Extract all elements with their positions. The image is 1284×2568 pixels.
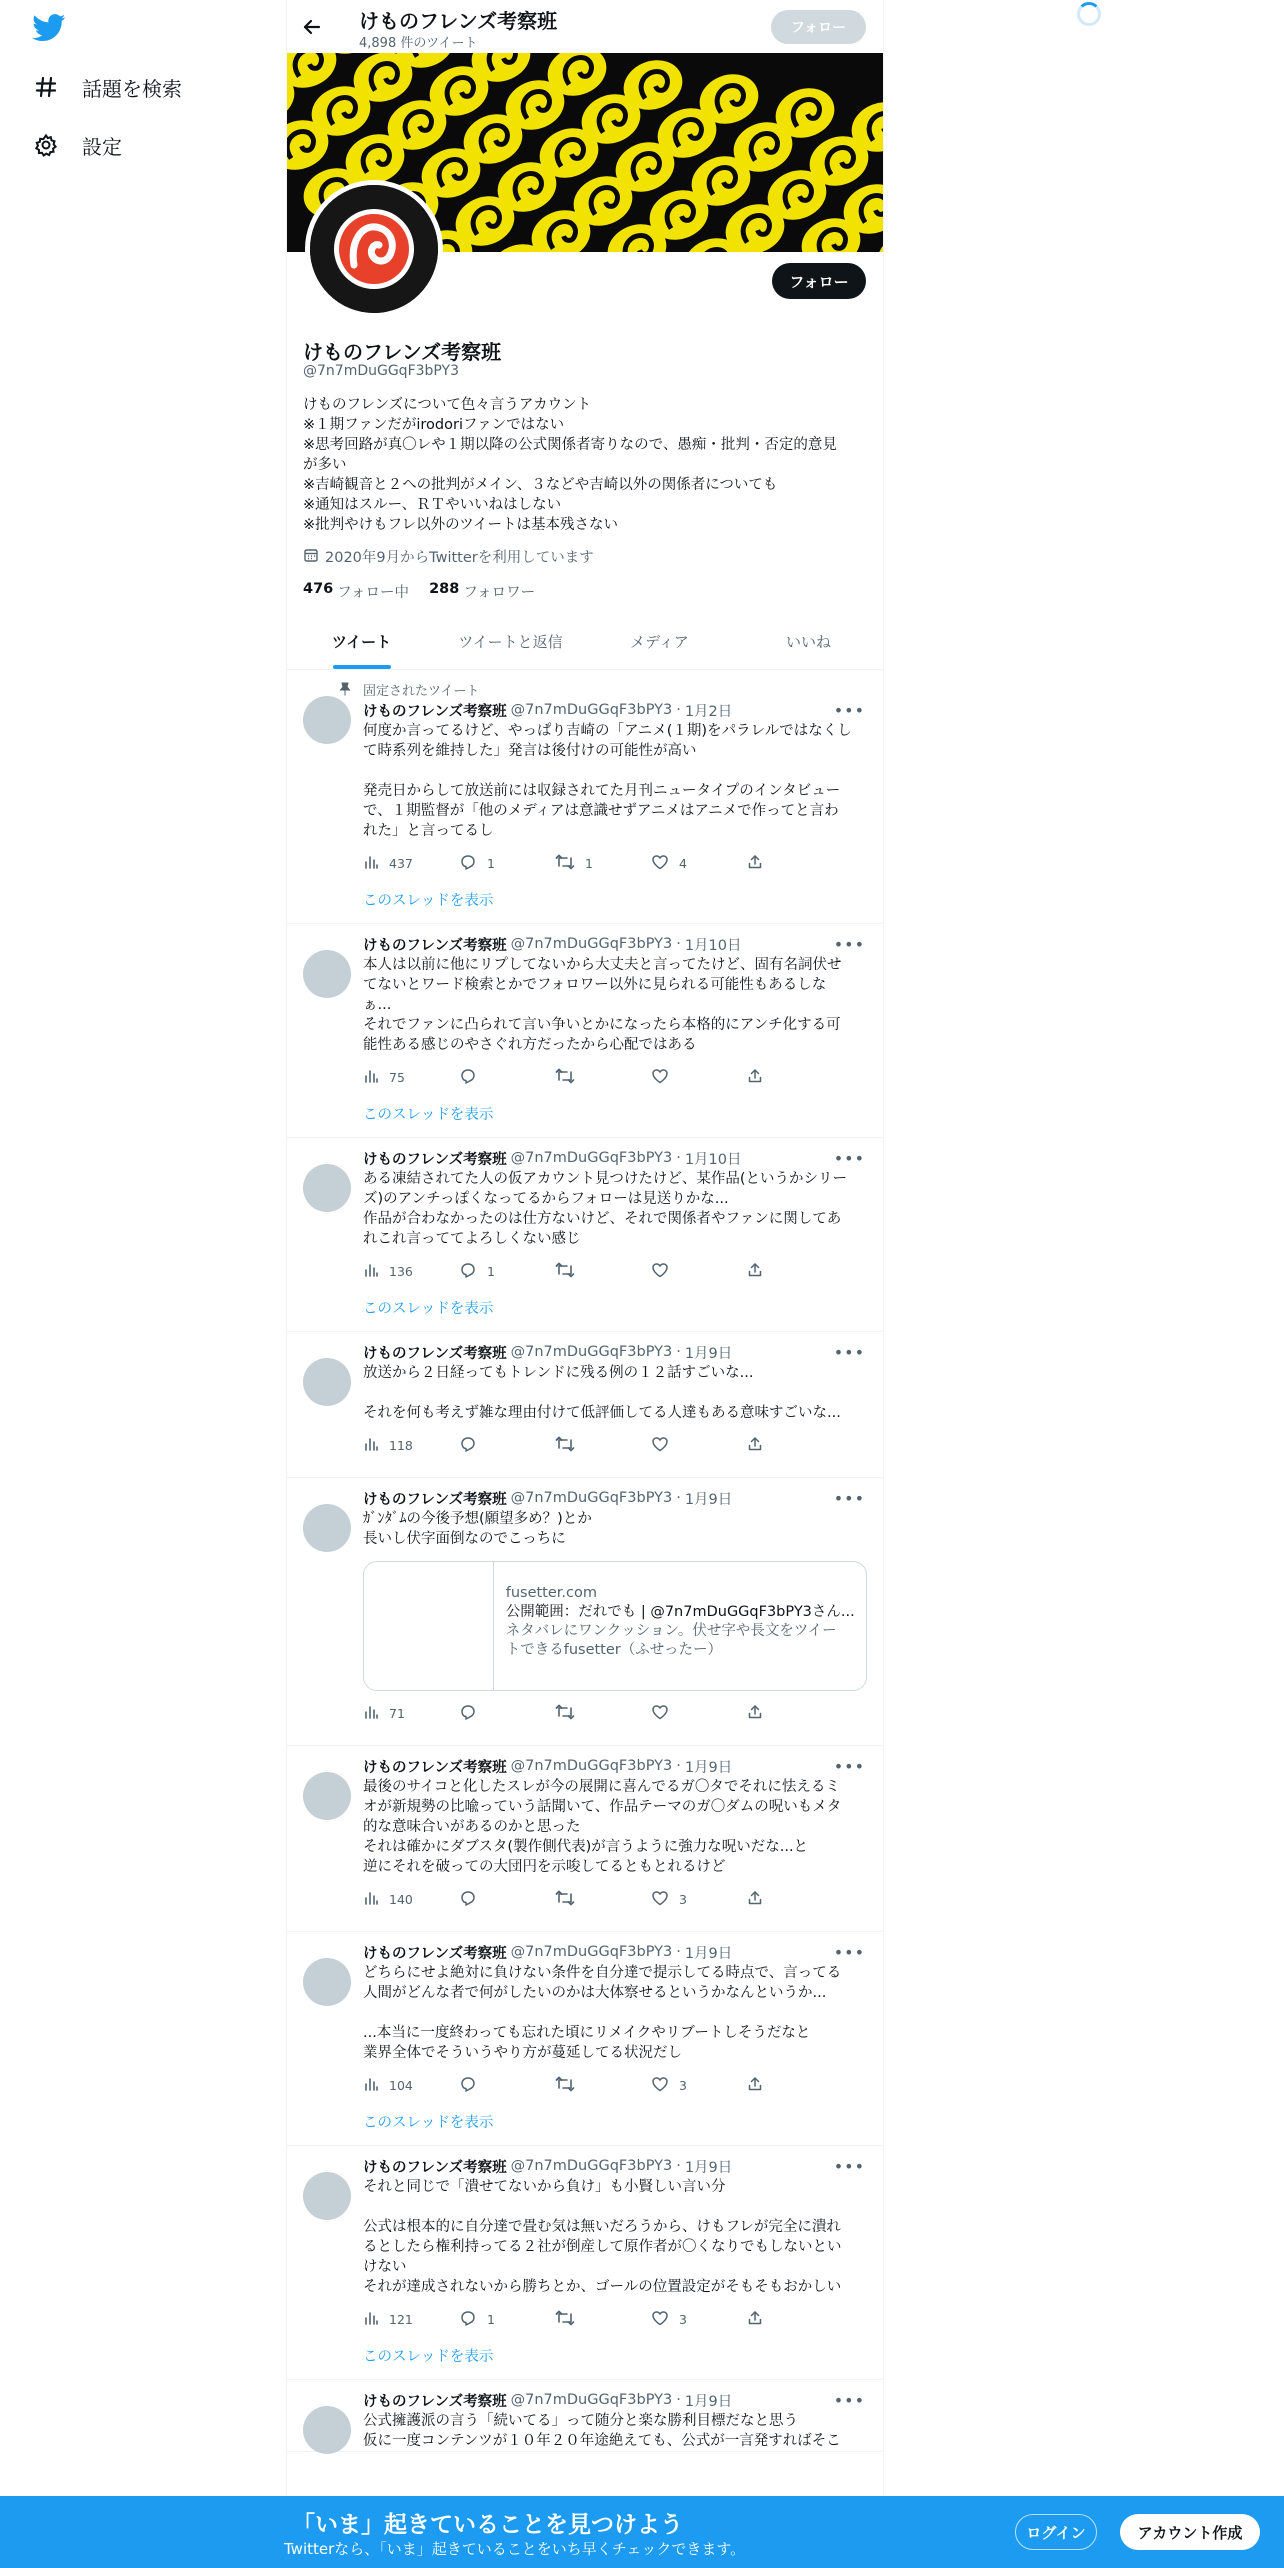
tweet-text-line: それは確かにダブスタ(製作側代表)が言うように強力な呪いだな...と [363,1839,809,1855]
tweet-separator: · [676,936,681,952]
link-card[interactable] [363,1561,867,1691]
retweet-icon [555,2075,585,2096]
tweet-text-line: それが達成されないから勝ちとか、ゴールの位置設定がそもそもおかしい [363,2279,842,2295]
like-button[interactable] [651,1435,747,1456]
reply-icon [459,1435,487,1456]
share-button[interactable] [747,1068,773,1087]
pin-icon [331,682,351,696]
tweet-actions [363,2065,867,2105]
tweet-text-line: それでファンに凸られて言い争いとかになったら本格的にアンチ化する可 [363,1017,841,1033]
tweet-author-handle[interactable]: @7n7mDuGGqF3bPY3 [510,1758,673,1774]
followers-link[interactable] [429,581,535,602]
tweet-separator: · [676,1944,681,1960]
reply-button[interactable] [459,1889,555,1910]
tweet-header [363,1488,867,1508]
show-thread-link[interactable]: このスレッドを表示 [363,1107,494,1123]
like-icon [651,1889,679,1910]
tweet-text [363,1963,867,2063]
tweet-text-line: 公式擁護派の言う「続いてる」って随分と楽な勝利目標だなと思う [363,2413,798,2429]
tweet-text-spacer [363,2197,867,2217]
tweet-separator: · [676,1344,681,1360]
more-options-icon[interactable]: ••• [833,700,865,720]
tweet-text-line: 公式は根本的に自分達で畳む気は無いだろうから、けもフレが完全に潰れ [363,2219,841,2235]
tweet-text-line: 発売日からして放送前には収録されてた月刊ニュータイプのインタビュー [363,783,841,799]
tweet-actions [363,1425,867,1465]
follow-stats [303,581,555,602]
reply-icon [459,1261,487,1282]
following-count: 476 [303,581,334,597]
join-date-text: 2020年9月からTwitterを利用しています [325,550,594,566]
header-follow-button[interactable]: フォロー [771,10,866,44]
tweet-date[interactable]: 1月9日 [684,1491,733,1508]
tweet-text [363,2411,867,2451]
more-options-icon[interactable]: ••• [833,2390,865,2410]
tweet-text-line: れこれ言っててよろしくない感じ [363,1231,581,1247]
tweet-avatar[interactable] [303,2172,351,2220]
bio-line: ※思考回路が真〇レや１期以降の公式関係者寄りなので、愚痴・批判・否定的意見 [303,437,837,453]
twitter-bird-icon[interactable] [32,14,66,42]
views-button[interactable] [363,854,459,873]
retweet-button[interactable] [555,1067,651,1088]
tweet-author-name[interactable]: けものフレンズ考察班 [363,937,507,954]
tweet-text-line: 何度か言ってるけど、やっぱり吉崎の「アニメ(１期)をパラレルではなくし [363,723,852,739]
more-options-icon[interactable]: ••• [833,1756,865,1776]
reply-icon [459,1889,487,1910]
tweet-text-line: どちらにせよ絶対に負けない条件を自分達で提示してる時点で、言ってる [363,1965,842,1981]
tweet-header [363,934,867,954]
retweet-icon [555,1435,585,1456]
like-icon [651,1261,679,1282]
page-title: けものフレンズ考察班 [359,9,558,33]
tweet-text-line: ぁ... [363,997,392,1013]
tweet[interactable] [287,1332,883,1478]
tweet-author-handle[interactable]: @7n7mDuGGqF3bPY3 [510,1344,673,1360]
tweet-avatar[interactable] [303,696,351,744]
like-button[interactable] [651,1889,747,1910]
like-icon [651,1435,679,1456]
tweet-text-spacer [363,761,867,781]
tweet-date[interactable]: 1月10日 [684,1151,742,1168]
like-icon [651,1067,679,1088]
more-options-icon[interactable]: ••• [833,1942,865,1962]
tweet-actions [363,1251,867,1291]
tweet-text-line: 長いし伏字面倒なのでこっちに [363,1531,566,1547]
like-button[interactable] [651,2309,747,2330]
tweet[interactable] [287,924,883,1138]
show-thread-link[interactable]: このスレッドを表示 [363,2115,494,2131]
tweet-author-name[interactable]: けものフレンズ考察班 [363,1945,507,1962]
tweet-date[interactable]: 1月9日 [684,1759,733,1776]
retweet-icon [555,2309,585,2330]
share-icon [747,1262,773,1281]
reply-icon [459,853,487,874]
link-card-domain: fusetter.com [505,1585,597,1601]
reply-button[interactable] [459,2075,555,2096]
tweet-header [363,2390,867,2410]
tweet-actions [363,1057,867,1097]
reply-count: 1 [487,2311,495,2327]
signup-banner [0,2496,1284,2568]
followers-count: 288 [429,581,460,597]
retweet-button[interactable] [555,2309,651,2330]
calendar-icon [303,547,319,567]
back-arrow-icon[interactable] [297,12,327,42]
like-icon [651,1703,679,1724]
like-icon [651,853,679,874]
like-button[interactable] [651,1067,747,1088]
tweet[interactable] [287,1932,883,2146]
tweet-text-line: それと同じで「潰せてないから負け」も小賢しい言い分 [363,2179,726,2195]
views-count: 136 [389,1263,413,1279]
views-button[interactable] [363,1262,459,1281]
tweet-header [363,1942,867,1962]
tweet-date[interactable]: 1月9日 [684,2393,733,2410]
tweet-count: 4,898 件のツイート [359,36,478,51]
like-count: 3 [679,2077,687,2093]
tweet-text-line: て時系列を維持した」発言は後付けの可能性が高い [363,743,697,759]
views-count: 104 [389,2077,413,2093]
tweet-author-name[interactable]: けものフレンズ考察班 [363,1759,507,1776]
tweet-text-line: 本人は以前に他にリプしてないから大丈夫と言ってたけど、固有名詞伏せ [363,957,842,973]
tweet-date[interactable]: 1月9日 [684,2159,733,2176]
share-button[interactable] [747,2076,773,2095]
reply-button[interactable] [459,1261,555,1282]
views-icon [363,854,389,873]
reply-icon [459,2075,487,2096]
tweet-author-handle[interactable]: @7n7mDuGGqF3bPY3 [510,1150,673,1166]
tweet-separator: · [676,2158,681,2174]
more-options-icon[interactable]: ••• [833,1342,865,1362]
tweet-author-name[interactable]: けものフレンズ考察班 [363,2393,507,2410]
top-header [287,0,883,53]
like-icon [651,2075,679,2096]
bio-line: が多い [303,457,347,473]
tweet-author-handle[interactable]: @7n7mDuGGqF3bPY3 [510,936,673,952]
signup-button[interactable]: アカウント作成 [1120,2514,1260,2550]
sidebar-item-explore[interactable] [32,67,182,107]
tweet-text-line: 作品が合わなかったのは仕方ないけど、それで関係者やファンに関してあ [363,1211,842,1227]
sidebar [0,0,286,2568]
views-icon [363,1068,389,1087]
tweet-text-line: るとしたら権利持ってる２社が倒産して原作者が〇くなりでもしないとい [363,2239,842,2255]
tweet-avatar[interactable] [303,2406,351,2454]
views-button[interactable] [363,1068,459,1087]
tweet-author-name[interactable]: けものフレンズ考察班 [363,703,507,720]
tweet-text-line: オが新規勢の比喩っていう話聞いて、作品テーマのガ〇ダムの呪いもメタ [363,1799,842,1815]
like-button[interactable] [651,1261,747,1282]
tweet-author-name[interactable]: けものフレンズ考察班 [363,2159,507,2176]
bio-line: ※批判やけもフレ以外のツイートは基本残さない [303,517,619,533]
views-icon [363,2310,389,2329]
link-card-title: 公開範囲：だれでも | @7n7mDuGGqF3bPY3さん... [505,1604,855,1620]
tweet-text-line: れた」と言ってるし [363,823,494,839]
show-thread-link[interactable]: このスレッドを表示 [363,2349,494,2365]
tweet-text-line: 仮に一度コンテンツが１０年２０年途絶えても、公式が一言発すればそこ [363,2433,841,2449]
share-button[interactable] [747,1890,773,1909]
followers-label: フォロワー [463,585,536,601]
views-icon [363,1436,389,1455]
tweet-text [363,721,867,841]
more-options-icon[interactable]: ••• [833,2156,865,2176]
share-icon [747,2310,773,2329]
tweet[interactable] [287,1138,883,1332]
tweet-text-line: 能性ある感じのやさぐれ方だったから心配ではある [363,1037,697,1053]
tweet-text-spacer [363,2003,867,2023]
tab-likes[interactable]: いいね [785,633,831,651]
signup-banner-subtitle: Twitterなら、「いま」起きていることをいち早くチェックできます。 [284,2540,746,2558]
tweet-author-name[interactable]: けものフレンズ考察班 [363,1491,507,1508]
tweet-author-handle[interactable]: @7n7mDuGGqF3bPY3 [510,702,673,718]
like-count: 3 [679,2311,687,2327]
following-label: フォロー中 [337,585,410,601]
retweet-button[interactable] [555,1889,651,1910]
views-button[interactable] [363,1890,459,1909]
follow-button[interactable]: フォロー [772,263,866,299]
tweet-separator: · [676,1490,681,1506]
views-icon [363,1890,389,1909]
tweet-actions [363,843,867,883]
tweet-date[interactable]: 1月9日 [684,1345,733,1362]
tweet[interactable] [287,1746,883,1932]
bio-line: ※吉崎観音と２への批判がメイン、３などや吉崎以外の関係者についても [303,477,778,493]
retweet-button[interactable] [555,853,651,874]
tab-tweets[interactable]: ツイート [287,614,436,669]
tweet-author-handle[interactable]: @7n7mDuGGqF3bPY3 [510,2158,673,2174]
reply-button[interactable] [459,853,555,874]
share-icon [747,2076,773,2095]
tweet-actions [363,1693,867,1733]
join-date [303,546,594,567]
like-button[interactable] [651,1703,747,1724]
tweet-text [363,1509,867,1549]
more-options-icon[interactable]: ••• [833,934,865,954]
bio-line: ※１期ファンだがirodoriファンではない [303,417,565,433]
tweet-avatar[interactable] [303,1958,351,2006]
profile-bio [303,395,867,535]
tweet[interactable] [287,2146,883,2380]
tweet-text [363,955,867,1055]
tweet-text-line: それを何も考えず雑な理由付けて低評価してる人達もある意味すごいな... [363,1405,841,1421]
reply-button[interactable] [459,1435,555,1456]
retweet-icon [555,1703,585,1724]
tweet-date[interactable]: 1月10日 [684,937,742,954]
sidebar-item-settings[interactable] [32,125,122,165]
views-count: 71 [389,1705,405,1721]
login-button[interactable]: ログイン [1015,2514,1097,2550]
tweet-text-line: 逆にそれを破っての大団円を示唆してるともとれるけど [363,1859,726,1875]
retweet-icon [555,1261,585,1282]
profile-tabs [287,614,883,670]
share-button[interactable] [747,1262,773,1281]
retweet-icon [555,853,585,874]
reply-button[interactable] [459,2309,555,2330]
more-options-icon[interactable]: ••• [833,1488,865,1508]
views-count: 121 [389,2311,413,2327]
tweet-text-line: 的な意味合いがあるのかと思った [363,1819,581,1835]
tweet-text-line: けない [363,2259,407,2275]
like-button[interactable] [651,2075,747,2096]
tweet-text-line: ...本当に一度終わっても忘れた頃にリメイクやリブートしそうだなと [363,2025,811,2041]
tweet[interactable] [287,670,883,924]
link-card-description: トできるfusetter（ふせったー） [505,1642,722,1658]
pinned-indicator [331,680,867,698]
tweet-text-line: ある凍結されてた人の仮アカウント見つけたけど、某作品(というかシリー [363,1171,848,1187]
tweet-text-line: てないとワード検索とかでフォロワー以外に見られる可能性もあるしな [363,977,827,993]
share-button[interactable] [747,1704,773,1723]
tweet-text-line: で、１期監督が「他のメディアは意識せずアニメはアニメで作ってと言わ [363,803,839,819]
like-count: 4 [679,855,687,871]
tweet-date[interactable]: 1月9日 [684,1945,733,1962]
reply-button[interactable] [459,1703,555,1724]
tweet-text-line: 最後のサイコと化したスレが今の展開に喜んでるガ〇タでそれに怯えるミ [363,1779,840,1795]
views-icon [363,1262,389,1281]
tweet[interactable] [287,1478,883,1746]
link-card-description: ネタバレにワンクッション。伏せ字や長文をツイー [505,1623,837,1639]
tweet-text [363,1169,867,1249]
tweet-text-line: 業界全体でそういうやり方が蔓延してる状況だし [363,2045,682,2061]
share-icon [747,854,773,873]
tweet-author-handle[interactable]: @7n7mDuGGqF3bPY3 [510,1490,673,1506]
like-count: 3 [679,1891,687,1907]
link-card-thumbnail [364,1562,494,1690]
tweet-text-spacer [363,1383,867,1403]
retweet-icon [555,1067,585,1088]
more-options-icon[interactable]: ••• [833,1148,865,1168]
sidebar-item-label: 設定 [82,134,122,159]
views-count: 118 [389,1437,413,1453]
show-thread-link[interactable]: このスレッドを表示 [363,893,494,909]
tweet-header [363,700,867,720]
tweet-text-line: 人間がどんな者で何がしたいのかは大体察せるというかなんというか... [363,1985,827,2001]
tweet-header [363,1756,867,1776]
tab-media[interactable]: メディア [630,633,689,651]
profile-column [286,0,884,2568]
like-icon [651,2309,679,2330]
tweet-separator: · [676,1758,681,1774]
sidebar-item-label: 話題を検索 [82,76,182,101]
views-button[interactable] [363,2076,459,2095]
hashtag-icon [32,73,60,101]
retweet-icon [555,1889,585,1910]
views-button[interactable] [363,2310,459,2329]
tweet-separator: · [676,1150,681,1166]
share-button[interactable] [747,1436,773,1455]
tweet-avatar[interactable] [303,1358,351,1406]
tweet-separator: · [676,702,681,718]
tweet-text [363,1363,867,1423]
tweet-text [363,1777,867,1877]
share-icon [747,1890,773,1909]
share-button[interactable] [747,2310,773,2329]
views-count: 140 [389,1891,413,1907]
tweet[interactable] [287,2380,883,2452]
tweet-header [363,1148,867,1168]
share-button[interactable] [747,854,773,873]
tweet-text-line: 放送から２日経ってもトレンドに残る例の１２話すごいな... [363,1365,754,1381]
reply-button[interactable] [459,1067,555,1088]
views-icon [363,1704,389,1723]
tweet-separator: · [676,2392,681,2408]
reply-count: 1 [487,1263,495,1279]
tweet-actions [363,2299,867,2339]
reply-count: 1 [487,855,495,871]
pinned-label: 固定されたツイート [363,683,480,699]
tweet-author-name[interactable]: けものフレンズ考察班 [363,1345,507,1362]
reply-icon [459,1703,487,1724]
tweet-avatar[interactable] [303,1164,351,1212]
like-button[interactable] [651,853,747,874]
tweet-author-handle[interactable]: @7n7mDuGGqF3bPY3 [510,2392,673,2408]
share-icon [747,1436,773,1455]
bio-line: ※通知はスルー、ＲＴやいいねはしない [303,497,562,513]
share-icon [747,1068,773,1087]
tab-tweets-and-replies[interactable]: ツイートと返信 [458,633,563,651]
tweet-avatar[interactable] [303,1504,351,1552]
tweet-text-line: ｶﾞﾝﾀﾞﾑの今後予想(願望多め？)とか [363,1511,592,1527]
tweet-author-handle[interactable]: @7n7mDuGGqF3bPY3 [510,1944,673,1960]
views-count: 437 [389,855,413,871]
tweet-author-name[interactable]: けものフレンズ考察班 [363,1151,507,1168]
bio-line: けものフレンズについて色々言うアカウント [303,397,592,413]
retweet-button[interactable] [555,1703,651,1724]
reply-icon [459,1067,487,1088]
tweet-actions [363,1879,867,1919]
tweet-feed [287,670,883,2452]
show-thread-link[interactable]: このスレッドを表示 [363,1301,494,1317]
profile-handle: @7n7mDuGGqF3bPY3 [303,363,460,379]
profile-name: けものフレンズ考察班 [303,340,502,364]
share-icon [747,1704,773,1723]
tweet-date[interactable]: 1月2日 [684,703,733,720]
views-button[interactable] [363,1436,459,1455]
tweet-header [363,2156,867,2176]
signup-banner-title: 「いま」起きていることを見つけよう [292,2512,683,2538]
retweet-button[interactable] [555,1435,651,1456]
retweet-button[interactable] [555,1261,651,1282]
tweet-text [363,2177,867,2297]
views-icon [363,2076,389,2095]
following-link[interactable] [303,581,409,602]
views-count: 75 [389,1069,405,1085]
views-button[interactable] [363,1704,459,1723]
loading-spinner-icon [1077,2,1101,26]
gear-icon [32,131,60,159]
retweet-count: 1 [585,855,593,871]
retweet-button[interactable] [555,2075,651,2096]
reply-icon [459,2309,487,2330]
tweet-avatar[interactable] [303,950,351,998]
profile-avatar[interactable] [305,180,443,318]
tweet-avatar[interactable] [303,1772,351,1820]
tweet-header [363,1342,867,1362]
tweet-text-line: ズ)のアンチっぽくなってるからフォローは見送りかな... [363,1191,729,1207]
